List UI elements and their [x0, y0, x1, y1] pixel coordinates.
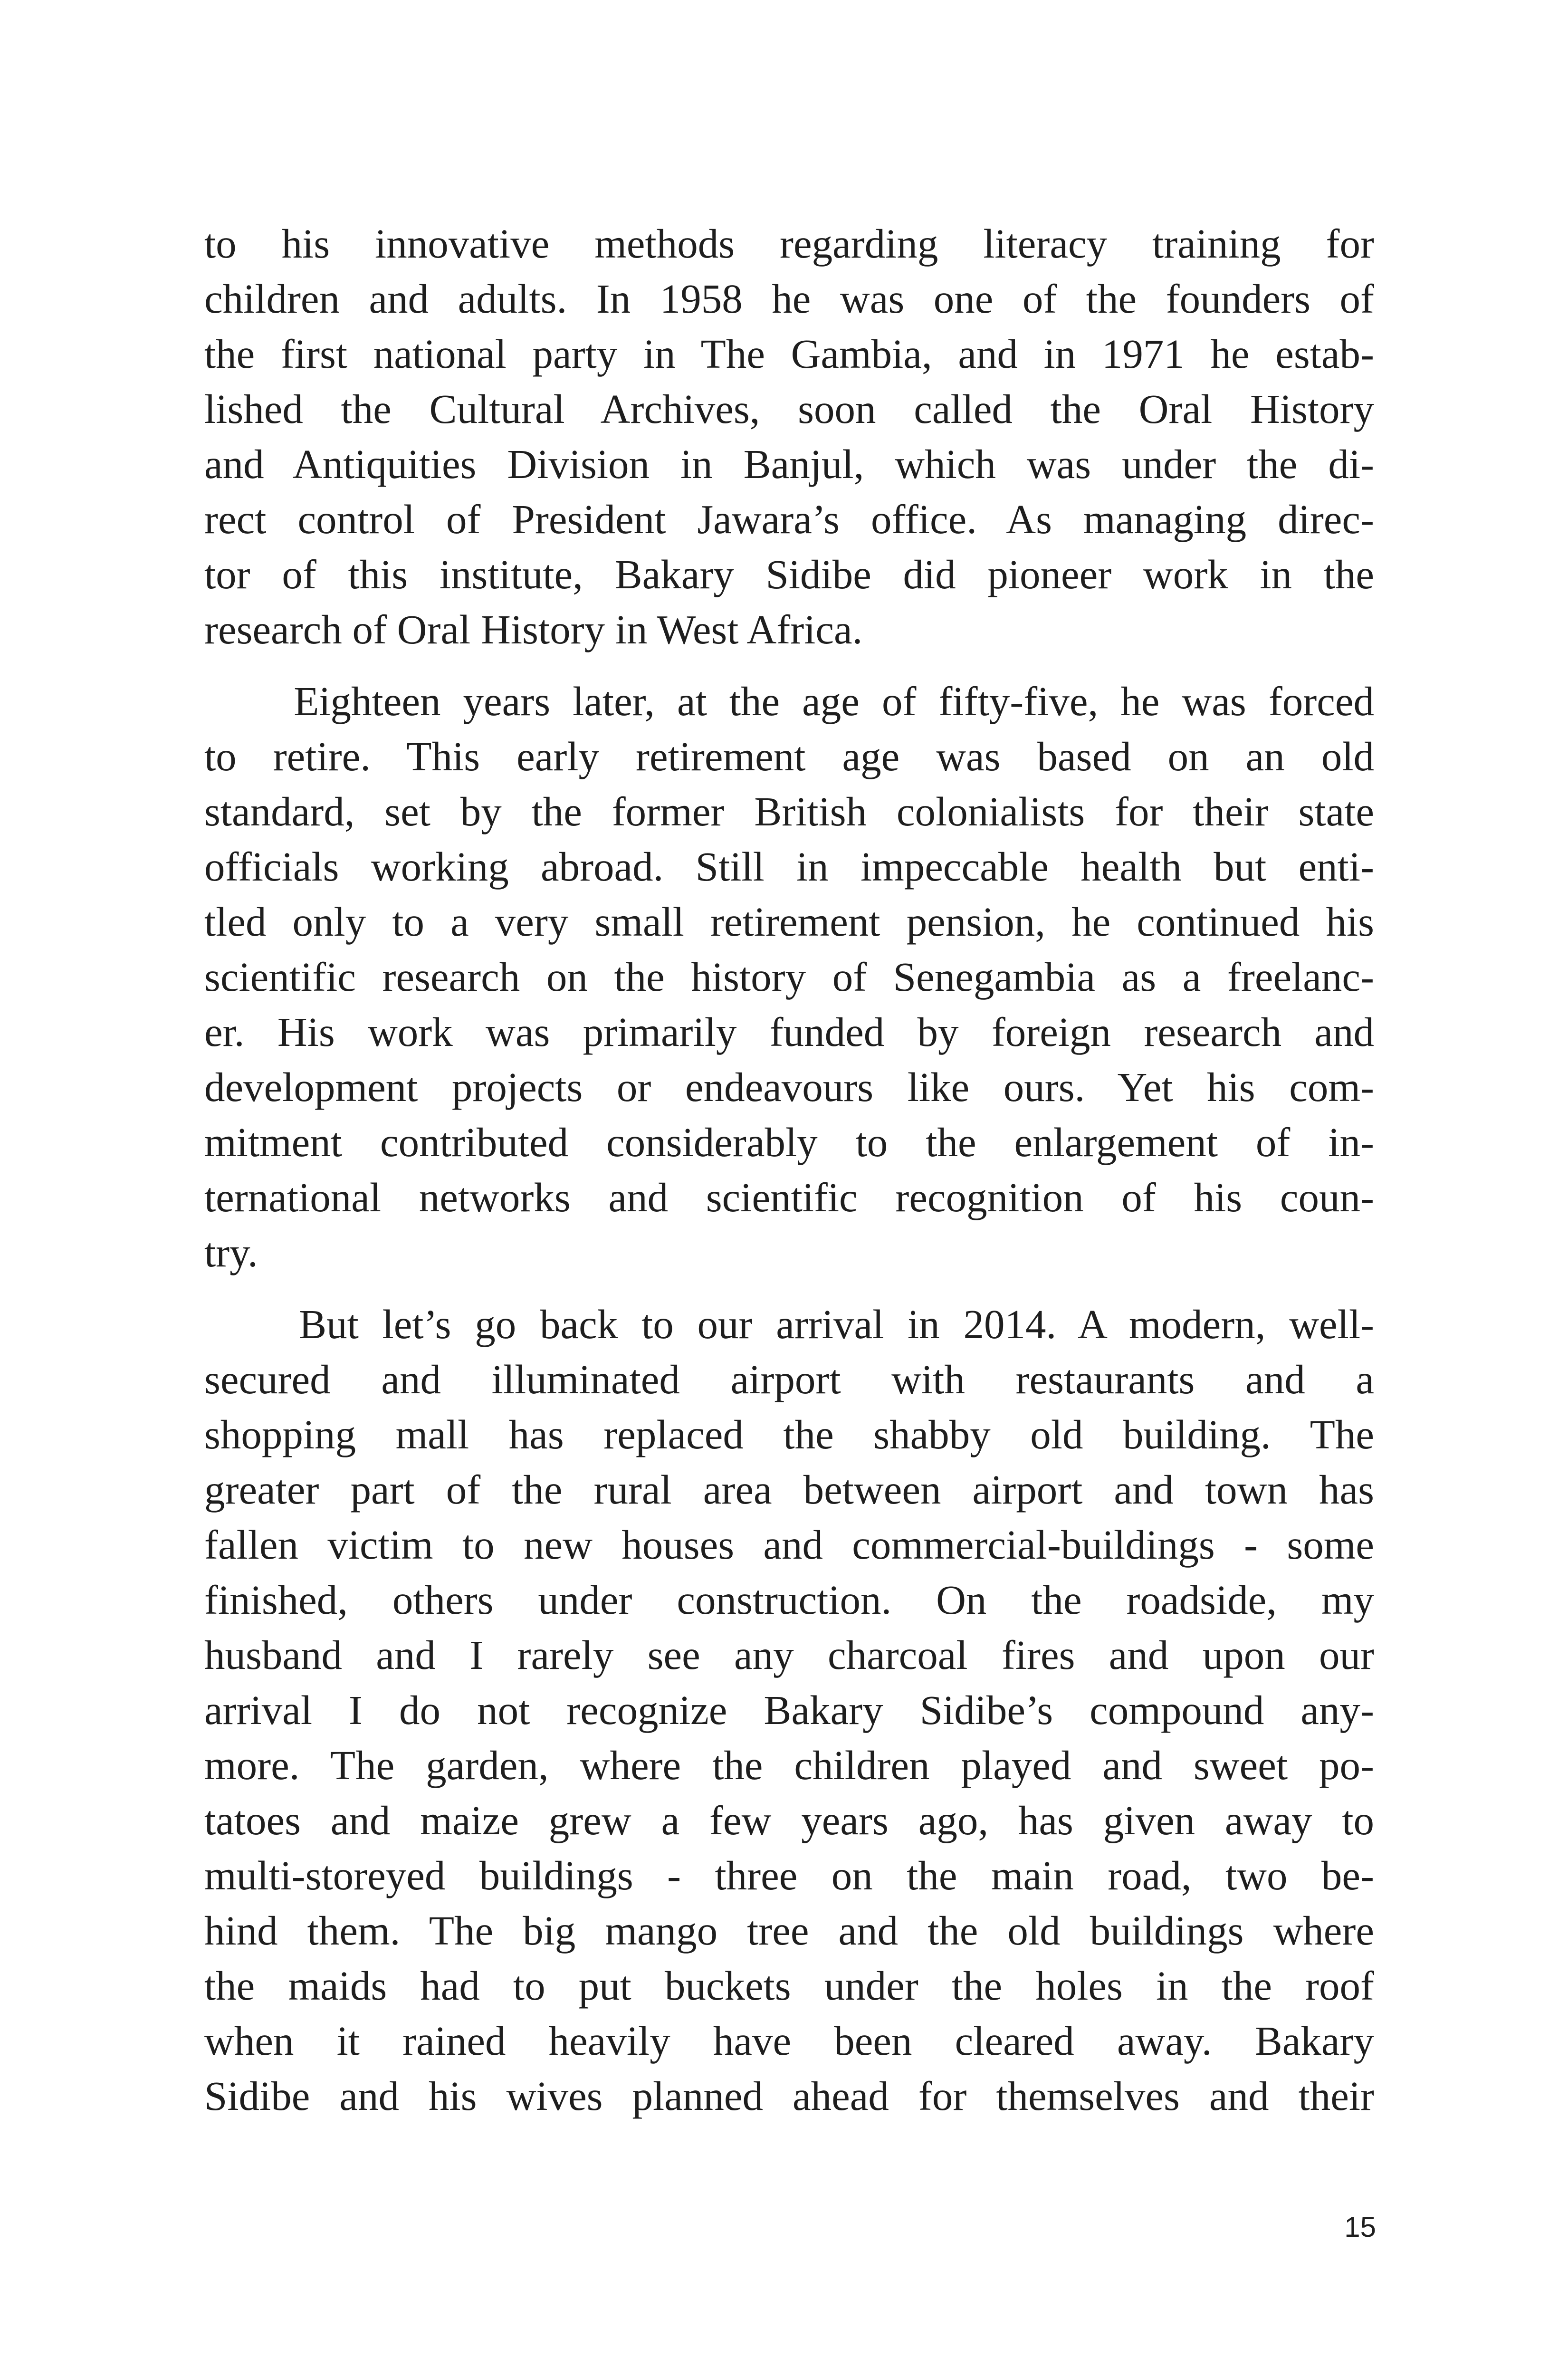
text-line: officials working abroad. Still in impeccable health but enti- [204, 843, 1374, 890]
text-line: development projects or endeavours like ours. Yet his com- [204, 1064, 1374, 1110]
page-number: 15 [1344, 2211, 1376, 2243]
text-line: secured and illuminated airport with restaurants and a [204, 1356, 1374, 1402]
paragraph-3 [204, 1297, 1374, 2124]
text-line: scientific research on the history of Senegambia as a freelanc- [204, 954, 1374, 1000]
text-line: er. His work was primarily funded by foreign research and [204, 1009, 1374, 1055]
text-line: shopping mall has replaced the shabby old building. The [204, 1411, 1374, 1457]
text-line: Eighteen years later, at the age of fifty-five, he was forced [204, 678, 1374, 724]
text-line: more. The garden, where the children played and sweet po- [204, 1742, 1374, 1788]
text-line: research of Oral History in West Africa. [204, 606, 863, 652]
text-line: the maids had to put buckets under the holes in the roof [204, 1963, 1374, 2009]
text-line: standard, set by the former British colonialists for their state [204, 788, 1374, 834]
text-line: finished, others under construction. On the roadside, my [204, 1577, 1374, 1623]
text-line: But let’s go back to our arrival in 2014. A modern, well- [204, 1301, 1374, 1347]
text-line: rect control of President Jawara’s office. As managing direc- [204, 496, 1374, 542]
text-line: try. [204, 1229, 258, 1275]
body-text [204, 216, 1374, 2124]
text-line: mitment contributed considerably to the enlargement of in- [204, 1119, 1374, 1165]
text-line: greater part of the rural area between airport and town has [204, 1466, 1374, 1513]
text-line: multi-storeyed buildings - three on the main road, two be- [204, 1852, 1374, 1898]
text-line: to his innovative methods regarding literacy training for [204, 220, 1374, 267]
text-line: when it rained heavily have been cleared away. Bakary [204, 2018, 1374, 2064]
text-line: tled only to a very small retirement pension, he continued his [204, 899, 1374, 945]
text-line: Sidibe and his wives planned ahead for themselves and their [204, 2073, 1374, 2119]
text-line: and Antiquities Division in Banjul, which was under the di- [204, 441, 1374, 487]
text-line: fallen victim to new houses and commercial-buildings - some [204, 1522, 1374, 1568]
paragraph-1 [204, 216, 1374, 657]
text-line: to retire. This early retirement age was based on an old [204, 733, 1374, 779]
text-line: hind them. The big mango tree and the old buildings where [204, 1907, 1374, 1954]
text-line: children and adults. In 1958 he was one of the founders of [204, 276, 1374, 322]
text-line: husband and I rarely see any charcoal fires and upon our [204, 1632, 1374, 1678]
text-line: arrival I do not recognize Bakary Sidibe’s compound any- [204, 1687, 1374, 1733]
text-line: lished the Cultural Archives, soon called the Oral History [204, 386, 1374, 432]
text-line: ternational networks and scientific recognition of his coun- [204, 1174, 1374, 1220]
text-line: the first national party in The Gambia, and in 1971 he estab- [204, 331, 1374, 377]
text-line: tatoes and maize grew a few years ago, has given away to [204, 1797, 1374, 1843]
paragraph-2 [204, 674, 1374, 1280]
text-line: tor of this institute, Bakary Sidibe did pioneer work in the [204, 551, 1374, 597]
